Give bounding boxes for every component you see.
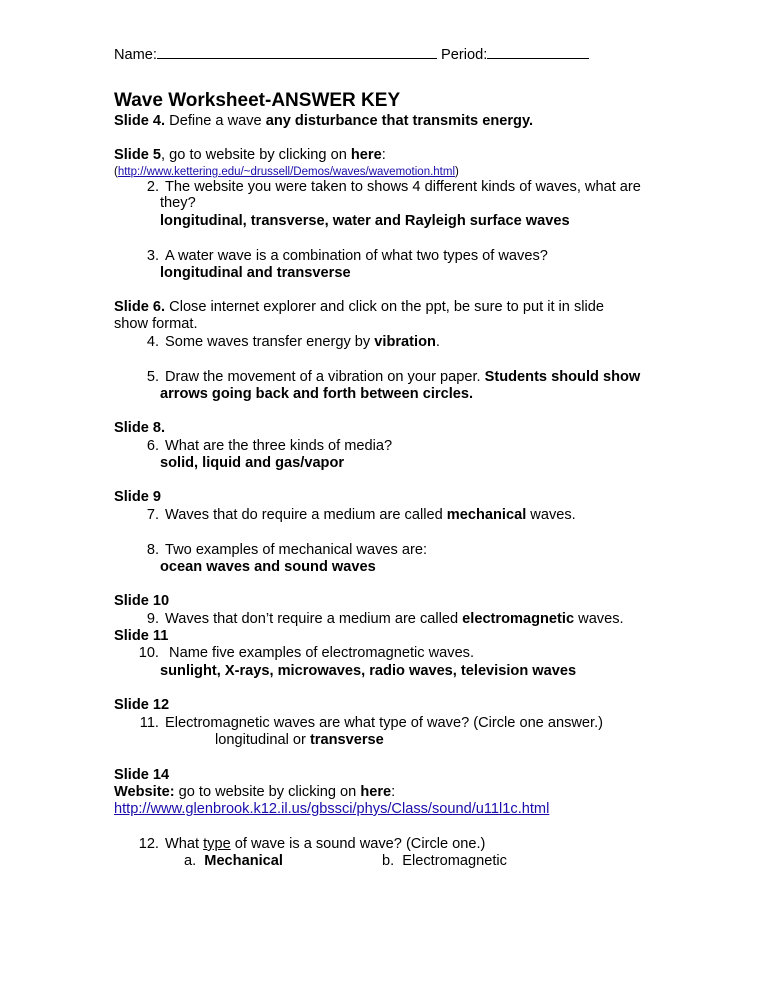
- question-2-line2: they?: [160, 195, 196, 211]
- question-8: [133, 541, 427, 559]
- slide-4-text: Define a wave: [165, 113, 266, 129]
- question-12-number: 12.: [138, 836, 159, 852]
- question-2-text: The website you were taken to shows 4 different kinds of waves, what are: [165, 179, 641, 195]
- header-line: [114, 44, 589, 63]
- question-6: [133, 437, 392, 455]
- question-9: [133, 610, 624, 628]
- question-11-number: 11.: [139, 715, 159, 731]
- question-5-answer-line2: arrows going back and forth between circles.: [160, 386, 474, 402]
- question-5: [133, 368, 640, 386]
- question-10-number: 10.: [138, 645, 159, 661]
- slide-14-colon: :: [391, 784, 396, 800]
- slide-11-label: Slide 11: [114, 628, 169, 644]
- slide-14-here: here: [360, 784, 392, 800]
- question-5-answer: Students should show: [484, 369, 641, 385]
- question-8-answer: ocean waves and sound waves: [160, 559, 376, 575]
- slide-12-label: Slide 12: [114, 697, 170, 713]
- question-7-text: Waves that do require a medium are called: [165, 507, 447, 523]
- question-3: [133, 247, 548, 265]
- question-3-answer: longitudinal and transverse: [160, 265, 351, 281]
- option-b-label: b.: [382, 853, 395, 869]
- slide-14-url-link[interactable]: http://www.glenbrook.k12.il.us/gbssci/phys/Class/sound/u11l1c.html: [114, 801, 550, 817]
- question-7-number: 7.: [146, 507, 159, 523]
- question-4-end: .: [435, 334, 440, 350]
- slide-5-paren-open: (: [114, 166, 118, 178]
- question-9-end: waves.: [574, 611, 624, 627]
- question-3-number: 3.: [146, 248, 159, 264]
- question-5-number: 5.: [146, 369, 159, 385]
- question-9-answer: electromagnetic: [462, 611, 575, 627]
- question-4-text: Some waves transfer energy by: [165, 334, 375, 350]
- name-blank[interactable]: [157, 44, 437, 59]
- question-8-number: 8.: [146, 542, 159, 558]
- option-a-label: a.: [184, 853, 197, 869]
- slide-5-url-link[interactable]: http://www.kettering.edu/~drussell/Demos/waves/wavemotion.html: [117, 166, 456, 178]
- question-9-text: Waves that don’t require a medium are called: [165, 611, 463, 627]
- question-10-answer: sunlight, X-rays, microwaves, radio waves, television waves: [160, 663, 577, 679]
- slide-5-line: [114, 146, 386, 164]
- page-title: Wave Worksheet-ANSWER KEY: [114, 90, 401, 111]
- question-2-number: 2.: [146, 179, 159, 195]
- slide-5-here: here: [350, 147, 382, 163]
- question-8-text: Two examples of mechanical waves are:: [165, 542, 427, 558]
- question-2-answer: longitudinal, transverse, water and Rayleigh surface waves: [160, 213, 570, 229]
- question-12-post: of wave is a sound wave? (Circle one.): [230, 836, 486, 852]
- option-transverse: transverse: [309, 732, 384, 748]
- question-6-answer: solid, liquid and gas/vapor: [160, 455, 345, 471]
- question-4-number: 4.: [146, 334, 159, 350]
- period-label: Period:: [441, 47, 488, 63]
- question-7-answer: mechanical: [446, 507, 527, 523]
- slide-5-text: , go to website by clicking on: [161, 147, 351, 163]
- slide-5-colon: :: [381, 147, 386, 163]
- question-6-number: 6.: [146, 438, 159, 454]
- slide-14-text: go to website by clicking on: [174, 784, 361, 800]
- question-5-text: Draw the movement of a vibration on your paper.: [165, 369, 485, 385]
- question-12: [133, 835, 485, 853]
- question-2: [133, 178, 641, 196]
- question-3-text: A water wave is a combination of what two types of waves?: [165, 248, 548, 264]
- question-11: [133, 714, 603, 732]
- slide-6-line: [114, 298, 604, 316]
- name-label: Name:: [114, 47, 157, 63]
- slide-14-url-line: [114, 800, 549, 818]
- question-11-options: [215, 731, 384, 749]
- slide-5-paren-close: ): [455, 166, 459, 178]
- question-4-answer: vibration: [374, 334, 436, 350]
- question-12-option-a: [184, 852, 283, 870]
- slide-4-line: [114, 112, 533, 130]
- slide-8-label: Slide 8.: [114, 420, 166, 436]
- question-4: [133, 333, 440, 351]
- option-b-electromagnetic: Electromagnetic: [402, 853, 507, 869]
- slide-14-label: Slide 14: [114, 767, 170, 783]
- question-7: [133, 506, 576, 524]
- question-9-number: 9.: [146, 611, 159, 627]
- question-11-text: Electromagnetic waves are what type of wave? (Circle one answer.): [165, 715, 604, 731]
- slide-14-website-label: Website:: [114, 784, 175, 800]
- question-10-text: Name five examples of electromagnetic waves.: [165, 645, 475, 661]
- question-10: [133, 644, 474, 662]
- slide-6-label: Slide 6.: [114, 299, 166, 315]
- slide-10-label: Slide 10: [114, 593, 170, 609]
- question-12-type-word: type: [203, 836, 231, 852]
- question-6-text: What are the three kinds of media?: [165, 438, 393, 454]
- option-a-mechanical: Mechanical: [204, 853, 283, 869]
- slide-4-answer: any disturbance that transmits energy.: [265, 113, 534, 129]
- slide-4-label: Slide 4.: [114, 113, 166, 129]
- slide-9-label: Slide 9: [114, 489, 162, 505]
- question-7-end: waves.: [526, 507, 576, 523]
- slide-14-website-line: [114, 783, 395, 801]
- period-blank[interactable]: [487, 44, 589, 59]
- slide-6-line2: show format.: [114, 316, 198, 332]
- option-longitudinal: longitudinal or: [215, 732, 310, 748]
- slide-5-label: Slide 5: [114, 147, 162, 163]
- question-12-pre: What: [165, 836, 204, 852]
- question-12-option-b: [382, 852, 507, 870]
- slide-6-text: Close internet explorer and click on the ppt, be sure to put it in slide: [165, 299, 604, 315]
